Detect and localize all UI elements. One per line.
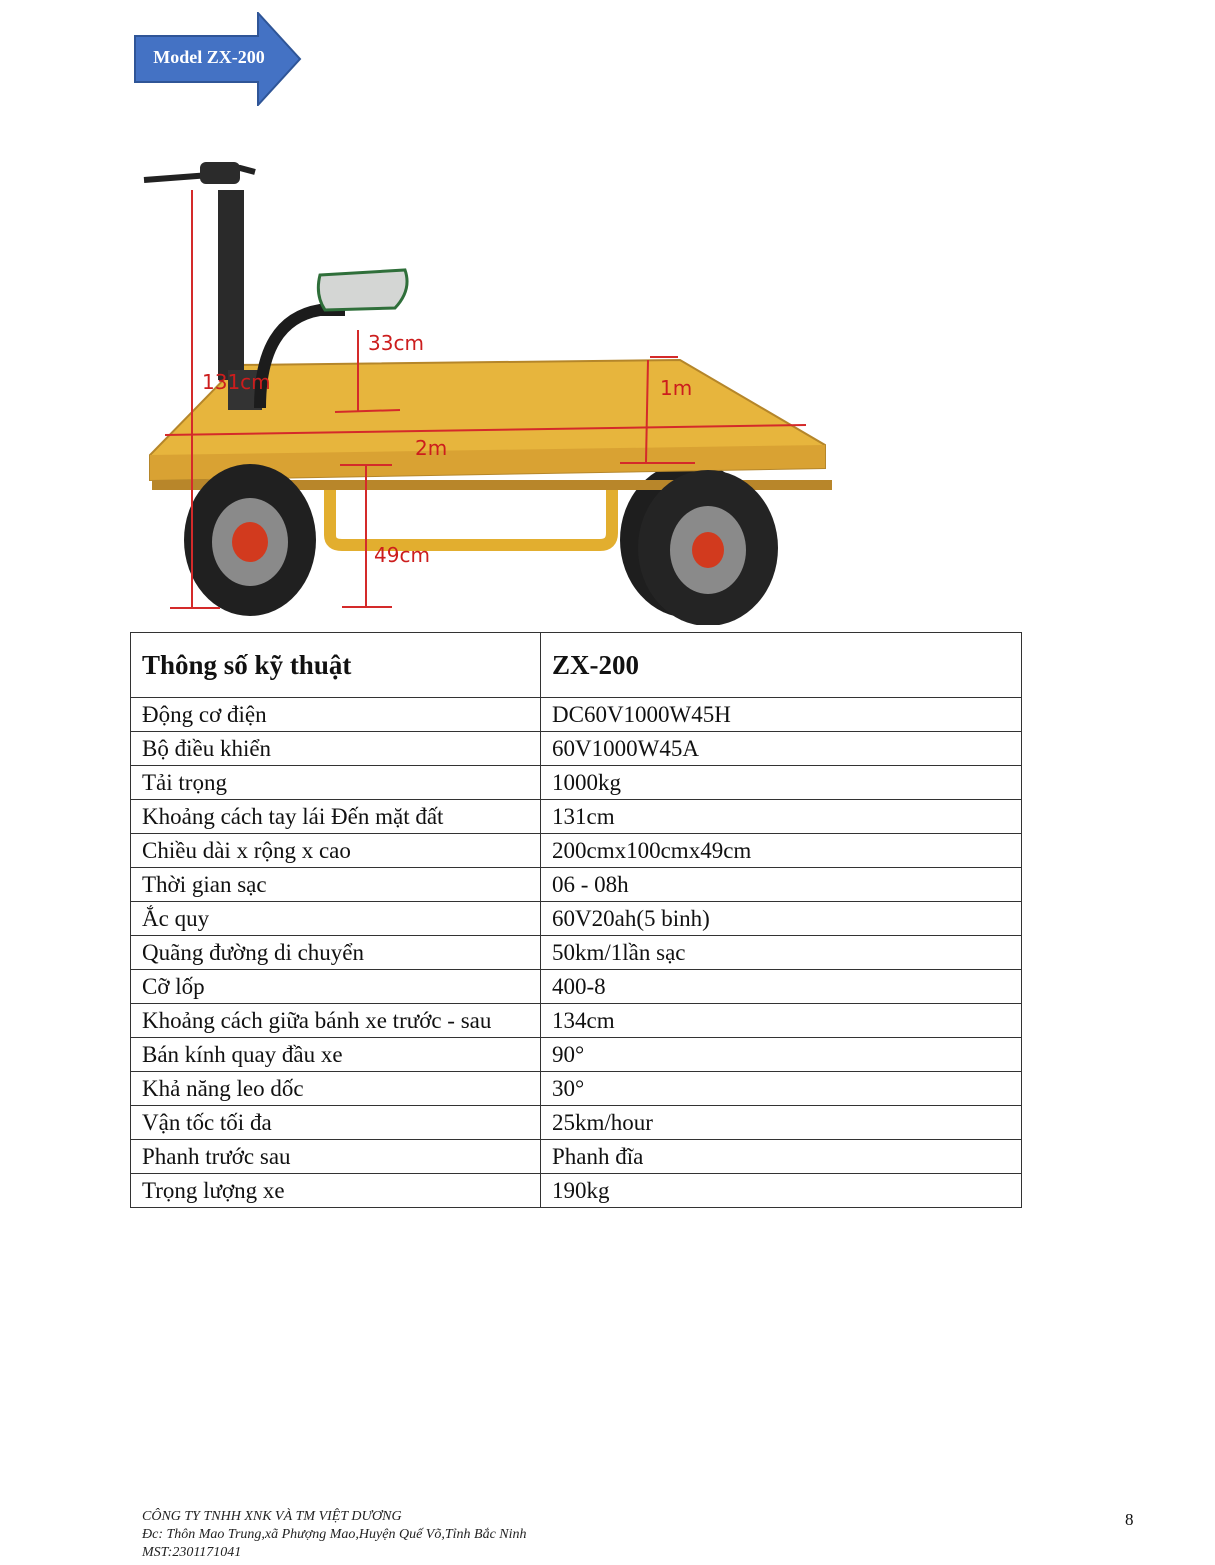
spec-value: 400-8 [541, 970, 1022, 1004]
spec-label: Trọng lượng xe [131, 1174, 541, 1208]
footer-tax-id: MST:2301171041 [142, 1545, 242, 1560]
spec-header-row [131, 633, 1022, 698]
spec-value: 200cmx100cmx49cm [541, 834, 1022, 868]
spec-header-label: Thông số kỹ thuật [131, 633, 541, 698]
spec-label: Khoảng cách tay lái Đến mặt đất [131, 800, 541, 834]
spec-label: Tải trọng [131, 766, 541, 800]
spec-row [131, 698, 1022, 732]
spec-row [131, 936, 1022, 970]
footer-address: Đc: Thôn Mao Trung,xã Phượng Mao,Huyện Quế Võ,Tỉnh Bắc Ninh [142, 1527, 527, 1542]
spec-value: 60V20ah(5 binh) [541, 902, 1022, 936]
vehicle-diagram [130, 150, 850, 625]
spec-value: 1000kg [541, 766, 1022, 800]
spec-value: 60V1000W45A [541, 732, 1022, 766]
spec-value: DC60V1000W45H [541, 698, 1022, 732]
spec-value: 06 - 08h [541, 868, 1022, 902]
model-arrow-badge [134, 12, 302, 106]
spec-value: 134cm [541, 1004, 1022, 1038]
spec-value: 30° [541, 1072, 1022, 1106]
spec-row [131, 1004, 1022, 1038]
dim-deck-height: 49cm [374, 543, 430, 567]
spec-row [131, 800, 1022, 834]
spec-label: Quãng đường di chuyển [131, 936, 541, 970]
spec-label: Thời gian sạc [131, 868, 541, 902]
spec-label: Vận tốc tối đa [131, 1106, 541, 1140]
spec-label: Ắc quy [131, 902, 541, 936]
dim-handle-height: 131cm [202, 370, 271, 394]
spec-value: 90° [541, 1038, 1022, 1072]
spec-label: Bộ điều khiển [131, 732, 541, 766]
spec-value: 190kg [541, 1174, 1022, 1208]
spec-row [131, 1174, 1022, 1208]
dim-width: 1m [660, 376, 693, 400]
spec-row [131, 902, 1022, 936]
spec-row [131, 1072, 1022, 1106]
spec-row [131, 834, 1022, 868]
footer [142, 1508, 527, 1562]
spec-label: Động cơ điện [131, 698, 541, 732]
spec-row [131, 1106, 1022, 1140]
spec-row [131, 970, 1022, 1004]
spec-row [131, 766, 1022, 800]
spec-label: Cỡ lốp [131, 970, 541, 1004]
spec-label: Khả năng leo dốc [131, 1072, 541, 1106]
spec-label: Phanh trước sau [131, 1140, 541, 1174]
spec-row [131, 868, 1022, 902]
spec-label: Khoảng cách giữa bánh xe trước - sau [131, 1004, 541, 1038]
page-number: 8 [1125, 1510, 1134, 1529]
spec-header-value: ZX-200 [541, 633, 1022, 698]
spec-row [131, 1038, 1022, 1072]
model-label: Model ZX-200 [153, 47, 265, 67]
footer-company: CÔNG TY TNHH XNK VÀ TM VIỆT DƯƠNG [142, 1509, 402, 1524]
spec-row [131, 1140, 1022, 1174]
spec-value: 50km/1lần sạc [541, 936, 1022, 970]
dim-length: 2m [415, 436, 448, 460]
spec-value: 25km/hour [541, 1106, 1022, 1140]
spec-table [130, 632, 1022, 1208]
spec-label: Bán kính quay đầu xe [131, 1038, 541, 1072]
spec-row [131, 732, 1022, 766]
rear-wheel-front [638, 470, 778, 625]
dim-seat-height: 33cm [368, 331, 424, 355]
spec-value: 131cm [541, 800, 1022, 834]
spec-label: Chiều dài x rộng x cao [131, 834, 541, 868]
spec-value: Phanh đĩa [541, 1140, 1022, 1174]
front-wheel [184, 464, 316, 616]
